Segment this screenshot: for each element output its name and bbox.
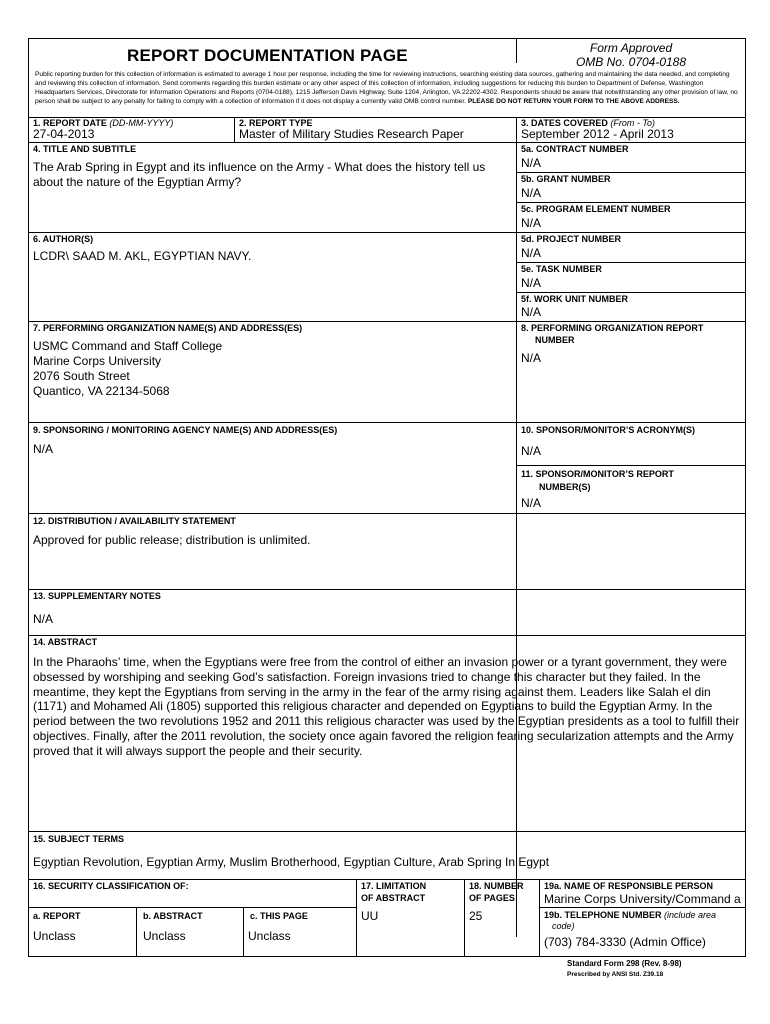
project-number-value[interactable]: N/A: [521, 246, 542, 260]
performing-report-label-2: NUMBER: [535, 335, 575, 345]
supplementary-value[interactable]: N/A: [33, 612, 54, 626]
task-number-value[interactable]: N/A: [521, 276, 542, 290]
omb-number: OMB No. 0704-0188: [575, 55, 687, 69]
form-approved-label: Form Approved: [589, 41, 673, 55]
program-element-label: 5c. PROGRAM ELEMENT NUMBER: [521, 204, 671, 214]
standard-form-label: Standard Form 298 (Rev. 8-98): [567, 959, 682, 968]
supplementary-label: 13. SUPPLEMENTARY NOTES: [33, 591, 161, 601]
distribution-label: 12. DISTRIBUTION / AVAILABILITY STATEMENT: [33, 516, 236, 526]
performing-org-line-3[interactable]: 2076 South Street: [33, 369, 130, 383]
report-documentation-form: [28, 38, 746, 957]
sponsor-report-label-1: 11. SPONSOR/MONITOR’S REPORT: [521, 469, 674, 479]
work-unit-value[interactable]: N/A: [521, 305, 542, 319]
report-type-label: 2. REPORT TYPE: [239, 118, 313, 128]
pages-label-2: OF PAGES: [469, 893, 515, 903]
security-abstract-value[interactable]: Unclass: [143, 929, 186, 943]
contract-number-value[interactable]: N/A: [521, 156, 542, 170]
subject-terms-label: 15. SUBJECT TERMS: [33, 834, 125, 844]
sponsoring-agency-label: 9. SPONSORING / MONITORING AGENCY NAME(S) AND ADDRESS(ES): [33, 425, 338, 435]
limitation-value[interactable]: UU: [361, 909, 379, 923]
sponsor-acronym-label: 10. SPONSOR/MONITOR’S ACRONYM(S): [521, 425, 696, 435]
grant-number-value[interactable]: N/A: [521, 186, 542, 200]
security-abstract-label: b. ABSTRACT: [143, 911, 203, 921]
security-classification-label: 16. SECURITY CLASSIFICATION OF:: [33, 881, 189, 891]
limitation-label-1: 17. LIMITATION: [361, 881, 427, 891]
security-page-label: c. THIS PAGE: [250, 911, 308, 921]
sponsor-acronym-value[interactable]: N/A: [521, 444, 542, 458]
abstract-value[interactable]: In the Pharaohs’ time, when the Egyptians were free from the control of either an invasion power or a tyrant government, they were obsessed by worshiping and seeking God’s satisfaction. Foreign invasions tried to change this character but they failed. In the meantime, they kept the Egyptians from serving in the army in the fear of the army rising against them. Leaders like Salah el din (1171) and Mohamed Ali (1805) supported this religious character and depended on Egyptians to build the Egyptian Army. In the period between the two revolutions 1952 and 2011 this religious character was used by the Egyptian presidents as a tool to fulfill their objectives. Finally, after the 2011 revolution, the society once again favored the religion fearing secularization attempts and the Army proved that it will always support the people and their security.: [33, 655, 740, 758]
performing-org-label: 7. PERFORMING ORGANIZATION NAME(S) AND ADDRESS(ES): [33, 323, 303, 333]
security-report-label: a. REPORT: [33, 911, 81, 921]
authors-label: 6. AUTHOR(S): [33, 234, 94, 244]
report-date-label: 1. REPORT DATE (DD-MM-YYYY): [33, 118, 174, 128]
report-type-value[interactable]: Master of Military Studies Research Paper: [239, 127, 464, 141]
subject-terms-value[interactable]: Egyptian Revolution, Egyptian Army, Muslim Brotherhood, Egyptian Culture, Arab Spring In Egypt: [33, 855, 550, 869]
responsible-person-value[interactable]: Marine Corps University/Command a: [544, 892, 741, 906]
performing-report-label-1: 8. PERFORMING ORGANIZATION REPORT: [521, 323, 704, 333]
responsible-person-label: 19a. NAME OF RESPONSIBLE PERSON: [544, 881, 714, 891]
contract-number-label: 5a. CONTRACT NUMBER: [521, 144, 629, 154]
dates-covered-label: 3. DATES COVERED (From - To): [521, 118, 656, 128]
performing-org-line-2[interactable]: Marine Corps University: [33, 354, 162, 368]
project-number-label: 5d. PROJECT NUMBER: [521, 234, 622, 244]
sponsor-report-value[interactable]: N/A: [521, 496, 542, 510]
program-element-value[interactable]: N/A: [521, 216, 542, 230]
telephone-hint-line-2: code): [552, 921, 575, 931]
performing-org-line-4[interactable]: Quantico, VA 22134-5068: [33, 384, 170, 398]
burden-notice-warning: PLEASE DO NOT RETURN YOUR FORM TO THE ABOVE ADDRESS.: [467, 98, 680, 105]
title-label: 4. TITLE AND SUBTITLE: [33, 144, 137, 154]
telephone-label: 19b. TELEPHONE NUMBER (include area: [544, 910, 717, 920]
burden-notice-text: Public reporting burden for this collection of information is estimated to average 1 hour per response, including the time for reviewing instructions, searching existing data sources, gathering and maintaining the data needed, and completing and reviewing this collection of information. Send comments regarding this burden estimate or any other aspect of this collection of information, including suggestions for reducing this burden to Department of Defense, Washington Headquarters Services, Directorate for Information Operations and Reports (0704-0188), 1215 Jefferson Davis Highway, Suite 1204, Arlington, VA 22202-4302. Respondents should be aware that notwithstanding any other provision of law, no person shall be subject to any penalty for failing to comply with a collection of information if it does not display a currently valid OMB control number.: [35, 71, 738, 105]
report-date-value[interactable]: 27-04-2013: [33, 127, 95, 141]
distribution-value[interactable]: Approved for public release; distribution is unlimited.: [33, 533, 311, 547]
burden-notice: [35, 70, 739, 106]
title-value[interactable]: The Arab Spring in Egypt and its influence on the Army - What does the history tell us about the nature of the Egyptian Army?: [33, 160, 486, 189]
security-report-value[interactable]: Unclass: [33, 929, 76, 943]
grant-number-label: 5b. GRANT NUMBER: [521, 174, 611, 184]
telephone-value[interactable]: (703) 784-3330 (Admin Office): [544, 935, 706, 949]
task-number-label: 5e. TASK NUMBER: [521, 264, 602, 274]
abstract-label: 14. ABSTRACT: [33, 637, 98, 647]
performing-report-value[interactable]: N/A: [521, 351, 542, 365]
prescribed-label: Prescribed by ANSI Std. Z39.18: [567, 971, 664, 978]
authors-value[interactable]: LCDR\ SAAD M. AKL, EGYPTIAN NAVY.: [33, 249, 252, 263]
work-unit-label: 5f. WORK UNIT NUMBER: [521, 294, 628, 304]
dates-covered-value[interactable]: September 2012 - April 2013: [521, 127, 674, 141]
sponsor-report-label-2: NUMBER(S): [539, 482, 591, 492]
pages-value[interactable]: 25: [469, 909, 483, 923]
limitation-label-2: OF ABSTRACT: [361, 893, 426, 903]
security-page-value[interactable]: Unclass: [248, 929, 291, 943]
performing-org-line-1[interactable]: USMC Command and Staff College: [33, 339, 223, 353]
page-title: REPORT DOCUMENTATION PAGE: [127, 46, 408, 65]
pages-label-1: 18. NUMBER: [469, 881, 524, 891]
sponsoring-agency-value[interactable]: N/A: [33, 442, 54, 456]
